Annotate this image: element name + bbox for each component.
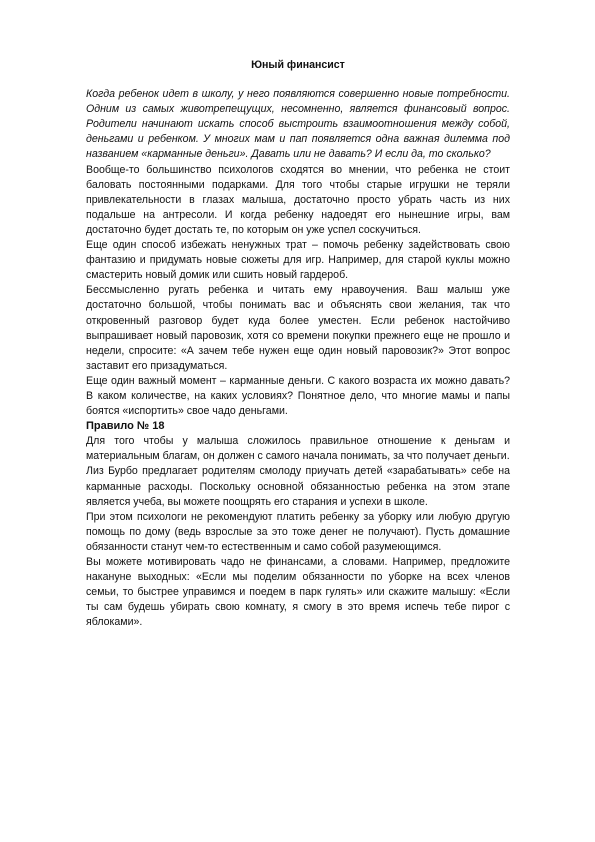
- intro-paragraph: Когда ребенок идет в школу, у него появляются совершенно новые потребности. Одним из самых животрепещущих, несомненно, является финансовый вопрос. Родители начинают искать способ выстроить взаимоотношения между собой, деньгами и ребенком. У многих мам и пап появляется одна важная дилемма под названием «карманные деньги». Давать или не давать? И если да, то сколько?: [86, 88, 510, 161]
- rule-paragraph: Лиз Бурбо предлагает родителям смолоду приучать детей «зарабатывать» себе на карманные расходы. Поскольку основной обязанностью ребенка на этом этапе является учеба, вы можете поощрять его старания и успехи в школе.: [86, 465, 510, 508]
- paragraph: Еще один важный момент – карманные деньги. С какого возраста их можно давать? В каком количестве, на каких условиях? Понятное дело, что многие мамы и папы боятся «испортить» свое чадо деньгами.: [86, 374, 510, 418]
- rule-paragraph: При этом психологи не рекомендуют платить ребенку за уборку или любую другую помощь по дому (ведь взрослые за это тоже денег не получают). Пусть домашние обязанности станут чем-то естественным и само собой разумеющимся.: [86, 510, 510, 553]
- rule-heading: Правило № 18: [86, 420, 165, 433]
- document-body: [86, 58, 510, 630]
- paragraph: Бессмысленно ругать ребенка и читать ему нравоучения. Ваш малыш уже достаточно большой, чтобы понимать вас и объяснять свои желания, так что откровенный разговор будет куда более уместен. Если ребенок настойчиво выпрашивает новый паровозик, хотя со времени покупки прежнего еще не прошло и недели, спросите: «А зачем тебе нужен еще один новый паровозик?» Этот вопрос заставит его призадуматься.: [86, 284, 510, 372]
- rule-paragraph: Вы можете мотивировать чадо не финансами, а словами. Например, предложите накануне выходных: «Если мы поделим обязанности по уборке на всех членов семьи, то быстрее управимся и поедем в парк гулять» или скажите малышу: «Если ты сам будешь убирать свою комнату, я смогу в это время испечь тебе пирог с яблоками».: [86, 556, 510, 629]
- paragraph: Вообще-то большинство психологов сходятся во мнении, что ребенка не стоит баловать постоянными подарками. Для того чтобы старые игрушки не теряли привлекательности в глазах малыша, достаточно просто убрать часть из них подальше на антресоли. И когда ребенку надоедят его нынешние игры, вам достаточно будет достать те, по которым он уже успел соскучиться.: [86, 163, 510, 236]
- page-title: Юный финансист: [251, 59, 345, 71]
- rule-paragraph: Для того чтобы у малыша сложилось правильное отношение к деньгам и материальным благам, он должен с самого начала понимать, за что получает деньги.: [86, 435, 510, 463]
- paragraph: Еще один способ избежать ненужных трат – помочь ребенку задействовать свою фантазию и придумать новые сюжеты для игр. Например, для старой куклы можно смастерить новый домик или сшить новый гардероб.: [86, 239, 510, 282]
